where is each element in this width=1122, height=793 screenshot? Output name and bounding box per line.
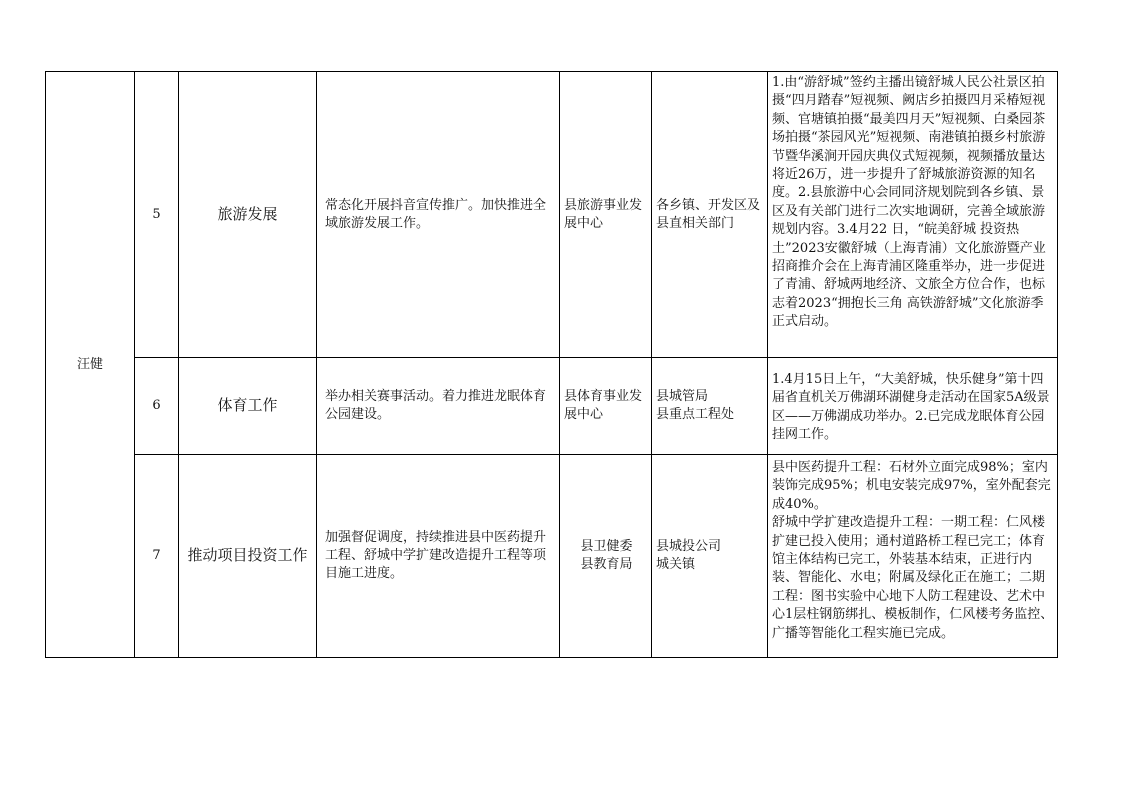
coop-unit: 县城管局 县重点工程处 (656, 389, 735, 422)
item-name: 旅游发展 (217, 204, 278, 223)
item-cell (179, 358, 317, 455)
index-cell (135, 358, 179, 455)
coop-unit-cell (652, 455, 768, 658)
lead-unit: 县卫健委 县教育局 (580, 539, 633, 572)
progress-text: 1.4月15日上午，“大美舒城，快乐健身”第十四届省直机关万佛湖环湖健身走活动在国家5A级景区——万佛湖成功举办。2.已完成龙眠体育公园挂网工作。 (772, 372, 1050, 443)
coop-unit: 各乡镇、开发区及县直相关部门 (656, 197, 761, 231)
index-cell (135, 72, 179, 358)
task-cell (317, 455, 560, 658)
row-index: 7 (152, 548, 161, 563)
progress-cell (768, 72, 1058, 358)
progress-text: 县中医药提升工程：石材外立面完成98%；室内装饰完成95%；机电安装完成97%，室外配套完成40%。 舒城中学扩建改造提升工程：一期工程：仁风楼扩建已投入使用；通村道路桥工程已完工；体育馆主体结构已完工，外装基本结束，正进行内装、智能化、水电；附属及绿化正在施工；二期工程：图书实验中心地下人防工程建设、艺术中心1层柱钢筋绑扎、模板制作，仁风楼考务监控、广播等智能化工程实施已完成。 (772, 460, 1054, 641)
task-cell (317, 72, 560, 358)
coop-unit: 县城投公司 城关镇 (656, 539, 722, 572)
lead-unit: 县旅游事业发展中心 (564, 197, 643, 231)
item-name: 体育工作 (217, 396, 278, 414)
task-text: 常态化开展抖音宣传推广。加快推进全域旅游发展工作。 (325, 197, 547, 231)
lead-unit-cell (560, 455, 652, 658)
item-name: 推动项目投资工作 (187, 546, 308, 564)
coop-unit-cell (652, 72, 768, 358)
lead-unit: 县体育事业发展中心 (564, 389, 643, 422)
lead-unit-cell (560, 72, 652, 358)
index-cell (135, 455, 179, 658)
item-cell (179, 72, 317, 358)
responsible-person-cell (46, 72, 135, 658)
item-cell (179, 455, 317, 658)
progress-text: 1.由“游舒城”签约主播出镜舒城人民公社景区拍摄“四月踏春”短视频、阙店乡拍摄四月采椿短视频、官塘镇拍摄“最美四月天”短视频、白桑园茶场拍摄“茶园风光”短视频、南港镇拍摄乡村旅游节暨华溪涧开园庆典仪式短视频，视频播放量达将近26万，进一步提升了舒城旅游资源的知名度。2.县旅游中心会同同济规划院到各乡镇、景区及有关部门进行二次实地调研，完善全域旅游规划内容。3.4月22 日，“皖美舒城 投资热土”2023安徽舒城（上海青浦）文化旅游暨产业招商推介会在上海青浦区隆重举办，进一步促进了青浦、舒城两地经济、文旅全方位合作，也标志着2023“拥抱长三角 高铁游舒城”文化旅游季正式启动。 (772, 75, 1046, 330)
table-row (46, 72, 1058, 358)
task-text: 加强督促调度，持续推进县中医药提升工程、舒城中学扩建改造提升工程等项目施工进度。 (325, 530, 547, 581)
progress-cell (768, 455, 1058, 658)
work-progress-table (45, 71, 1058, 658)
progress-cell (768, 358, 1058, 455)
table-row (46, 455, 1058, 658)
lead-unit-cell (560, 358, 652, 455)
task-text: 举办相关赛事活动。着力推进龙眠体育公园建设。 (325, 389, 547, 422)
row-index: 6 (152, 398, 161, 413)
table-row (46, 358, 1058, 455)
responsible-person: 汪健 (76, 356, 103, 372)
row-index: 5 (152, 206, 161, 222)
coop-unit-cell (652, 358, 768, 455)
task-cell (317, 358, 560, 455)
